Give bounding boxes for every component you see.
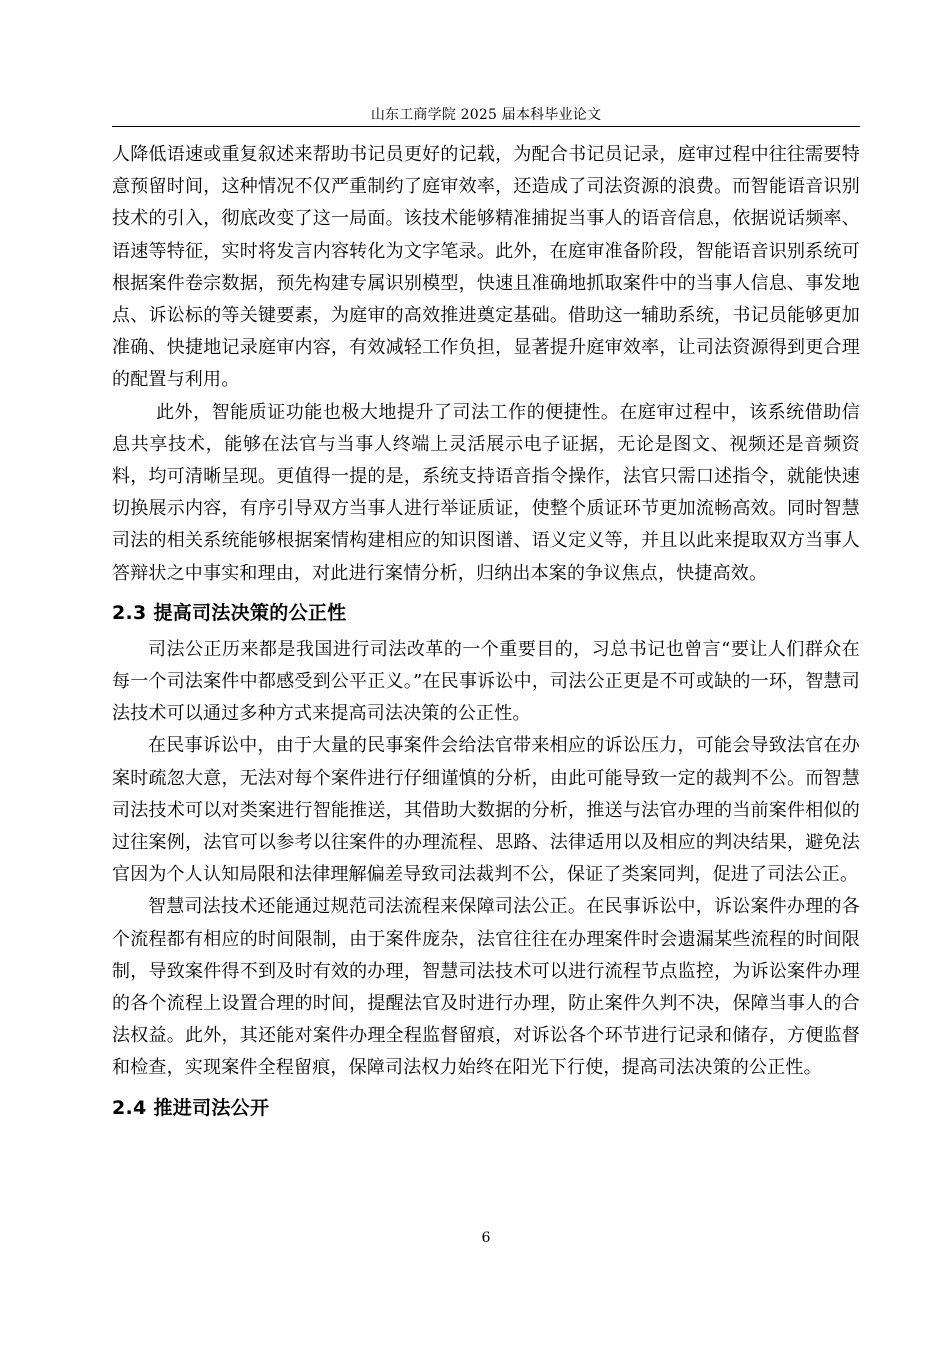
page-number: 6 xyxy=(481,1230,491,1246)
paragraph-judicial-fairness: 司法公正历来都是我国进行司法改革的一个重要目的，习总书记也曾言“要让人们群众在每一个司法案件中都感受到公平正义。”在民事诉讼中，司法公正更是不可或缺的一环，智慧司法技术可以通过多种方式来提高司法决策的公正性。 xyxy=(112,638,860,725)
paragraph-smart-evidence: 此外，智能质证功能也极大地提升了司法工作的便捷性。在庭审过程中，该系统借助信息共享技术，能够在法官与当事人终端上灵活展示电子证据，无论是图文、视频还是音频资料，均可清晰呈现。更值得一提的是，系统支持语音指令操作，法官只需口述指令，就能快速切换展示内容，有序引导双方当事人进行举证质证，使整个质证环节更加流畅高效。同时智慧司法的相关系统能够根据案情构建相应的知识图谱、语义定义等，并且以此来提取双方当事人答辩状之中事实和理由，对此进行案情分析，归纳出本案的争议焦点，快捷高效。 xyxy=(112,401,860,584)
paragraph-continuation: 人降低语速或重复叙述来帮助书记员更好的记载，为配合书记员记录，庭审过程中往往需要特意预留时间，这种情况不仅严重制约了庭审效率，还造成了司法资源的浪费。而智能语音识别技术的引入，彻底改变了这一局面。该技术能够精准捕捉当事人的语音信息，依据说话频率、语速等特征，实时将发言内容转化为文字笔录。此外，在庭审准备阶段，智能语音识别系统可根据案件卷宗数据，预先构建专属识别模型，快速且准确地抓取案件中的当事人信息、事发地点、诉讼标的等关键要素，为庭审的高效推进奠定基础。借助这一辅助系统，书记员能够更加准确、快捷地记录庭审内容，有效减轻工作负担，显著提升庭审效率，让司法资源得到更合理的配置与利用。 xyxy=(112,144,860,391)
section-heading-2-4: 2.4 推进司法公开 xyxy=(112,1096,270,1119)
paragraph-process-monitoring: 智慧司法技术还能通过规范司法流程来保障司法公正。在民事诉讼中，诉讼案件办理的各个流程都有相应的时间限制，由于案件庞杂，法官往往在办理案件时会遗漏某些流程的时间限制，导致案件得不到及时有效的办理，智慧司法技术可以进行流程节点监控，为诉讼案件办理的各个流程上设置合理的时间，提醒法官及时进行办理，防止案件久判不决，保障当事人的合法权益。此外，其还能对案件办理全程监督留痕，对诉讼各个环节进行记录和储存，方便监督和检查，实现案件全程留痕，保障司法权力始终在阳光下行使，提高司法决策的公正性。 xyxy=(112,896,860,1079)
body-text xyxy=(112,139,860,1129)
section-heading-2-3: 2.3 提高司法决策的公正性 xyxy=(112,601,347,624)
running-header: 山东工商学院 2025 届本科毕业论文 xyxy=(370,107,602,123)
header-rule xyxy=(112,126,860,127)
paragraph-similar-case-push: 在民事诉讼中，由于大量的民事案件会给法官带来相应的诉讼压力，可能会导致法官在办案时疏忽大意，无法对每个案件进行仔细谨慎的分析，由此可能导致一定的裁判不公。而智慧司法技术可以对类案进行智能推送，其借助大数据的分析，推送与法官办理的当前案件相似的过往案例，法官可以参考以往案件的办理流程、思路、法律适用以及相应的判决结果，避免法官因为个人认知局限和法律理解偏差导致司法裁判不公，保证了类案同判，促进了司法公正。 xyxy=(112,735,860,886)
